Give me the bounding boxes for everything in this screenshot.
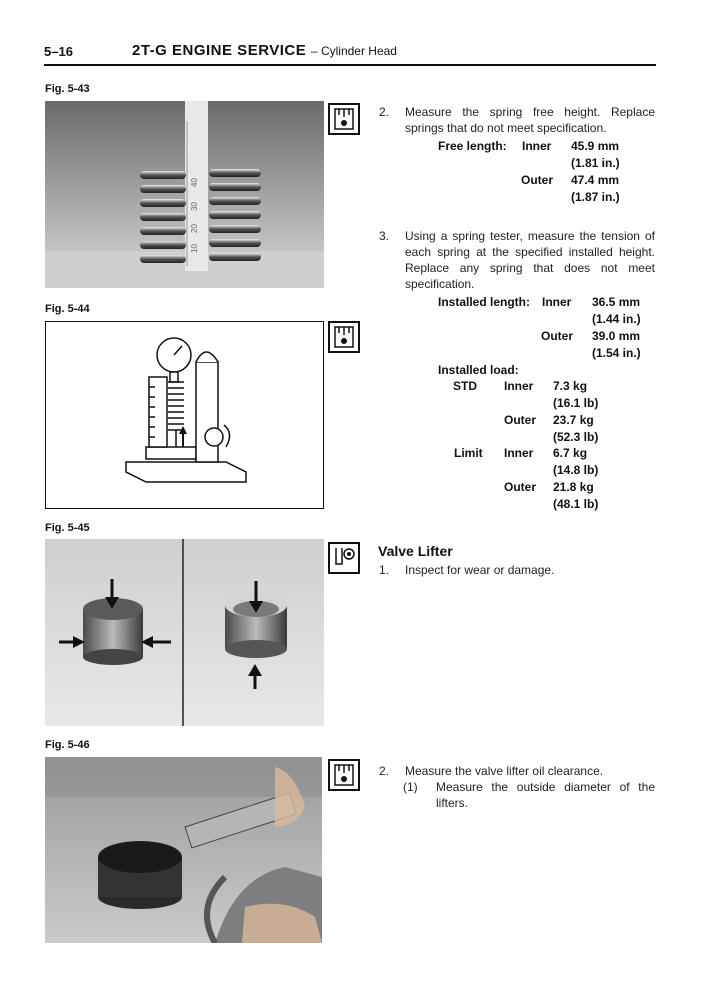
spec-value: (1.81 in.) [571, 156, 620, 170]
fig-5-46-photo [45, 757, 322, 943]
measure-icon [328, 103, 360, 135]
free-length-spec [379, 138, 655, 208]
spec-inner-label: Inner [542, 295, 572, 309]
fig-5-45-label: Fig. 5-45 [45, 522, 90, 534]
spring-tension-step [379, 228, 655, 294]
spec-value: (1.87 in.) [571, 190, 620, 204]
spec-inner-label: Inner [522, 139, 552, 153]
spec-label: Installed load: [438, 363, 519, 377]
spec-outer-label: Outer [504, 413, 537, 427]
spec-value: 45.9 mm [571, 139, 620, 153]
spec-value: (1.44 in.) [592, 312, 641, 326]
installed-spec [379, 294, 655, 510]
spec-label: Free length: [438, 139, 507, 153]
fig-5-43-label: Fig. 5-43 [45, 83, 90, 95]
spec-limit-label: Limit [454, 446, 483, 460]
spring-free-height-step [379, 104, 655, 138]
spec-value: (48.1 lb) [553, 497, 599, 511]
step-number: 3. [379, 229, 390, 243]
spec-value: 47.4 mm [571, 173, 620, 187]
outside-diameter-substep [403, 779, 655, 813]
page-number: 5–16 [44, 44, 73, 59]
spec-value: (52.3 lb) [553, 430, 599, 444]
spec-inner-label: Inner [504, 379, 534, 393]
spring-tester-illustration [46, 322, 322, 507]
spec-value: 7.3 kg [553, 379, 588, 393]
substep-text: Measure the outside diameter of the lifters. [436, 780, 655, 810]
spec-value: 23.7 kg [553, 413, 594, 427]
fig-5-44-drawing [45, 321, 324, 509]
step-text: Using a spring tester, measure the tension of each spring at the specified installed height. Replace any spring that does not meet specification. [405, 229, 655, 291]
fig-5-43-photo [45, 101, 324, 288]
spec-outer-label: Outer [504, 480, 537, 494]
micrometer-illustration [45, 757, 322, 943]
spec-value: 6.7 kg [553, 446, 588, 460]
inspect-step [379, 562, 655, 578]
title-text: 2T-G ENGINE SERVICE [132, 42, 307, 59]
spec-outer-label: Outer [541, 329, 574, 343]
ruler-tick: 20 [190, 224, 199, 233]
fig-5-46-label: Fig. 5-46 [45, 739, 90, 751]
page-subtitle: – Cylinder Head [310, 44, 397, 58]
inspect-icon [328, 542, 360, 574]
step-text: Measure the spring free height. Replace springs that do not meet specification. [405, 105, 655, 135]
valve-lifter-illustration [45, 539, 324, 726]
spec-value: (1.54 in.) [592, 346, 641, 360]
step-text: Measure the valve lifter oil clearance. [405, 764, 604, 778]
spec-value: 39.0 mm [592, 329, 641, 343]
oil-clearance-step [379, 763, 655, 779]
page-title [132, 42, 397, 59]
spec-value: (14.8 lb) [553, 463, 599, 477]
step-text: Inspect for wear or damage. [405, 563, 555, 577]
spec-inner-label: Inner [504, 446, 534, 460]
measure-icon [328, 759, 360, 791]
spec-value: (16.1 lb) [553, 396, 599, 410]
substep-number: (1) [403, 780, 418, 794]
fig-5-44-label: Fig. 5-44 [45, 303, 90, 315]
page-header [44, 44, 656, 66]
ruler-tick: 10 [190, 244, 199, 253]
spec-value: 36.5 mm [592, 295, 641, 309]
step-number: 1. [379, 563, 390, 577]
spec-outer-label: Outer [521, 173, 554, 187]
measure-icon [328, 321, 360, 353]
step-number: 2. [379, 764, 390, 778]
valve-lifter-title: Valve Lifter [378, 543, 453, 559]
ruler-tick: 30 [190, 202, 199, 211]
ruler-tick: 40 [190, 178, 199, 187]
spec-std-label: STD [453, 379, 477, 393]
step-number: 2. [379, 105, 390, 119]
spec-value: 21.8 kg [553, 480, 594, 494]
spring-ruler-illustration [45, 101, 324, 288]
spec-label: Installed length: [438, 295, 531, 309]
fig-5-45-photo [45, 539, 324, 726]
